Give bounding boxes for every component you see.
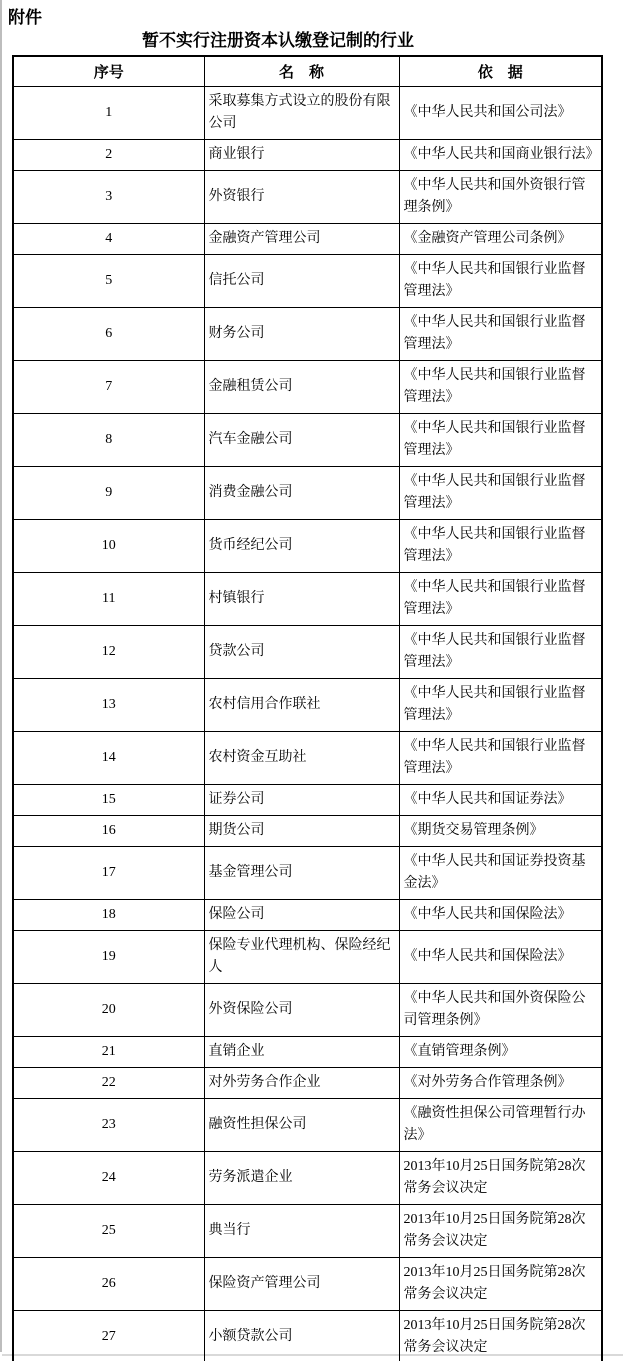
industries-table xyxy=(12,55,603,1361)
row-number-cell: 13 xyxy=(13,679,204,732)
row-number-cell: 27 xyxy=(13,1311,204,1361)
row-basis-cell: 2013年10月25日国务院第28次常务会议决定 xyxy=(399,1258,602,1311)
row-number-cell: 25 xyxy=(13,1205,204,1258)
row-name-cell: 保险专业代理机构、保险经纪人 xyxy=(204,931,399,984)
row-basis-cell: 《中华人民共和国银行业监督管理法》 xyxy=(399,679,602,732)
row-name-cell: 证券公司 xyxy=(204,785,399,816)
row-name-cell: 信托公司 xyxy=(204,255,399,308)
table-row xyxy=(13,361,602,414)
table-row xyxy=(13,140,602,171)
row-number-cell: 5 xyxy=(13,255,204,308)
row-name-cell: 保险资产管理公司 xyxy=(204,1258,399,1311)
row-basis-cell: 《中华人民共和国外资保险公司管理条例》 xyxy=(399,984,602,1037)
table-row xyxy=(13,414,602,467)
row-basis-cell: 《中华人民共和国银行业监督管理法》 xyxy=(399,467,602,520)
row-basis-cell: 《中华人民共和国证券投资基金法》 xyxy=(399,847,602,900)
table-row xyxy=(13,816,602,847)
table-header-row xyxy=(13,56,602,87)
row-name-cell: 外资银行 xyxy=(204,171,399,224)
row-name-cell: 对外劳务合作企业 xyxy=(204,1068,399,1099)
table-row xyxy=(13,224,602,255)
row-basis-cell: 2013年10月25日国务院第28次常务会议决定 xyxy=(399,1311,602,1361)
row-name-cell: 采取募集方式设立的股份有限公司 xyxy=(204,87,399,140)
row-number-cell: 15 xyxy=(13,785,204,816)
row-number-cell: 6 xyxy=(13,308,204,361)
row-basis-cell: 《中华人民共和国银行业监督管理法》 xyxy=(399,414,602,467)
table-row xyxy=(13,308,602,361)
row-basis-cell: 《中华人民共和国外资银行管理条例》 xyxy=(399,171,602,224)
table-row xyxy=(13,520,602,573)
row-basis-cell: 《中华人民共和国银行业监督管理法》 xyxy=(399,573,602,626)
row-basis-cell: 《期货交易管理条例》 xyxy=(399,816,602,847)
row-basis-cell: 《直销管理条例》 xyxy=(399,1037,602,1068)
column-header-name: 名 称 xyxy=(204,56,399,87)
row-number-cell: 9 xyxy=(13,467,204,520)
row-basis-cell: 《中华人民共和国保险法》 xyxy=(399,900,602,931)
row-number-cell: 1 xyxy=(13,87,204,140)
row-name-cell: 货币经纪公司 xyxy=(204,520,399,573)
row-basis-cell: 《中华人民共和国银行业监督管理法》 xyxy=(399,255,602,308)
row-basis-cell: 《对外劳务合作管理条例》 xyxy=(399,1068,602,1099)
row-name-cell: 直销企业 xyxy=(204,1037,399,1068)
column-header-number: 序号 xyxy=(13,56,204,87)
row-number-cell: 8 xyxy=(13,414,204,467)
row-number-cell: 12 xyxy=(13,626,204,679)
row-name-cell: 劳务派遣企业 xyxy=(204,1152,399,1205)
row-name-cell: 农村资金互助社 xyxy=(204,732,399,785)
row-basis-cell: 《中华人民共和国证券法》 xyxy=(399,785,602,816)
table-row xyxy=(13,1311,602,1361)
row-name-cell: 保险公司 xyxy=(204,900,399,931)
row-basis-cell: 《中华人民共和国保险法》 xyxy=(399,931,602,984)
table-row xyxy=(13,255,602,308)
row-number-cell: 23 xyxy=(13,1099,204,1152)
table-row xyxy=(13,984,602,1037)
row-name-cell: 期货公司 xyxy=(204,816,399,847)
row-name-cell: 贷款公司 xyxy=(204,626,399,679)
table-row xyxy=(13,732,602,785)
row-number-cell: 21 xyxy=(13,1037,204,1068)
row-basis-cell: 2013年10月25日国务院第28次常务会议决定 xyxy=(399,1205,602,1258)
row-name-cell: 金融租赁公司 xyxy=(204,361,399,414)
row-basis-cell: 《中华人民共和国银行业监督管理法》 xyxy=(399,308,602,361)
row-name-cell: 基金管理公司 xyxy=(204,847,399,900)
row-number-cell: 7 xyxy=(13,361,204,414)
row-number-cell: 26 xyxy=(13,1258,204,1311)
column-header-basis: 依 据 xyxy=(399,56,602,87)
row-basis-cell: 《融资性担保公司管理暂行办法》 xyxy=(399,1099,602,1152)
row-number-cell: 11 xyxy=(13,573,204,626)
table-row xyxy=(13,679,602,732)
table-row xyxy=(13,1037,602,1068)
row-number-cell: 14 xyxy=(13,732,204,785)
attachment-label: 附件 xyxy=(8,8,42,27)
row-basis-cell: 2013年10月25日国务院第28次常务会议决定 xyxy=(399,1152,602,1205)
table-row xyxy=(13,900,602,931)
table-row xyxy=(13,87,602,140)
page-left-edge xyxy=(0,0,2,1352)
row-basis-cell: 《中华人民共和国银行业监督管理法》 xyxy=(399,732,602,785)
row-basis-cell: 《中华人民共和国银行业监督管理法》 xyxy=(399,626,602,679)
row-basis-cell: 《中华人民共和国商业银行法》 xyxy=(399,140,602,171)
row-name-cell: 外资保险公司 xyxy=(204,984,399,1037)
row-number-cell: 17 xyxy=(13,847,204,900)
row-name-cell: 典当行 xyxy=(204,1205,399,1258)
table-row xyxy=(13,171,602,224)
page-title: 暂不实行注册资本认缴登记制的行业 xyxy=(142,31,414,50)
row-name-cell: 汽车金融公司 xyxy=(204,414,399,467)
row-name-cell: 小额贷款公司 xyxy=(204,1311,399,1361)
row-name-cell: 商业银行 xyxy=(204,140,399,171)
table-row xyxy=(13,1152,602,1205)
table-row xyxy=(13,467,602,520)
table-row xyxy=(13,1258,602,1311)
row-number-cell: 18 xyxy=(13,900,204,931)
row-number-cell: 22 xyxy=(13,1068,204,1099)
row-name-cell: 消费金融公司 xyxy=(204,467,399,520)
table-row xyxy=(13,931,602,984)
table-row xyxy=(13,847,602,900)
row-number-cell: 20 xyxy=(13,984,204,1037)
table-row xyxy=(13,785,602,816)
row-basis-cell: 《中华人民共和国银行业监督管理法》 xyxy=(399,520,602,573)
row-number-cell: 24 xyxy=(13,1152,204,1205)
table-header xyxy=(13,56,602,87)
table-body xyxy=(13,87,602,1361)
row-name-cell: 金融资产管理公司 xyxy=(204,224,399,255)
row-name-cell: 财务公司 xyxy=(204,308,399,361)
row-number-cell: 16 xyxy=(13,816,204,847)
table-row xyxy=(13,626,602,679)
row-number-cell: 3 xyxy=(13,171,204,224)
row-number-cell: 2 xyxy=(13,140,204,171)
row-number-cell: 4 xyxy=(13,224,204,255)
row-name-cell: 农村信用合作联社 xyxy=(204,679,399,732)
row-basis-cell: 《中华人民共和国公司法》 xyxy=(399,87,602,140)
row-name-cell: 融资性担保公司 xyxy=(204,1099,399,1152)
row-number-cell: 19 xyxy=(13,931,204,984)
table-row xyxy=(13,573,602,626)
row-basis-cell: 《中华人民共和国银行业监督管理法》 xyxy=(399,361,602,414)
table-row xyxy=(13,1205,602,1258)
table-row xyxy=(13,1099,602,1152)
row-name-cell: 村镇银行 xyxy=(204,573,399,626)
row-number-cell: 10 xyxy=(13,520,204,573)
row-basis-cell: 《金融资产管理公司条例》 xyxy=(399,224,602,255)
table-row xyxy=(13,1068,602,1099)
